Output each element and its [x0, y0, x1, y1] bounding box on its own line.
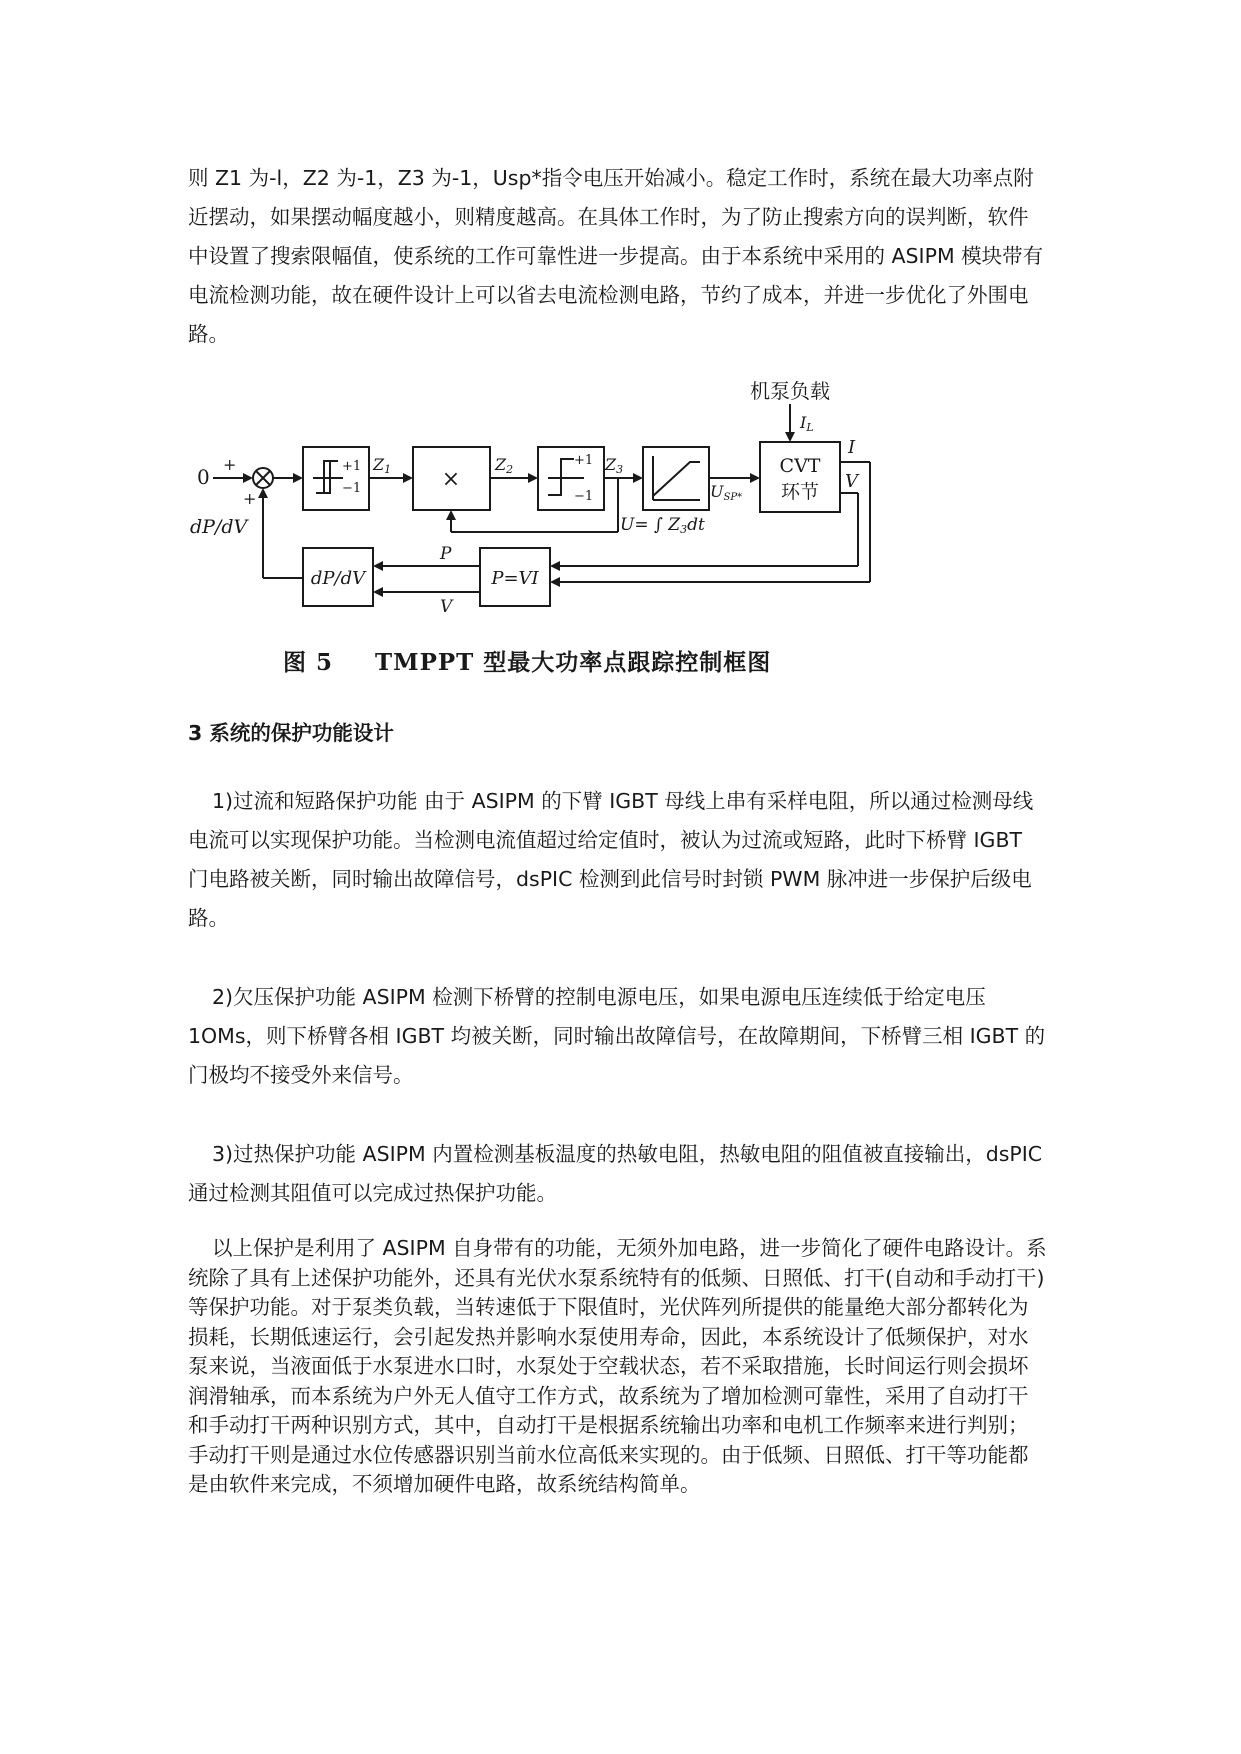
dpdv-block-label: dP/dV [310, 568, 366, 589]
il-label: I [800, 413, 807, 432]
input-zero-label: 0 [197, 465, 210, 489]
figure-number: 图 5 [283, 649, 334, 676]
cvt-label: CVT [779, 455, 821, 477]
svg-text:USP* [710, 482, 742, 503]
z3-label: Z [605, 455, 617, 474]
plus-sign-bottom: + [243, 489, 257, 508]
z1-subscript: 1 [384, 463, 392, 476]
saturation-minus-label: −1 [574, 489, 594, 504]
cvt-link-label: 环节 [780, 481, 820, 503]
integral-subscript: 3 [680, 523, 688, 536]
section-heading: 3 系统的保护功能设计 [188, 721, 394, 745]
integral-equation-label: U= ∫ Z [620, 515, 681, 535]
figure-title: TMPPT 型最大功率点跟踪控制框图 [375, 649, 772, 676]
paragraph-overcurrent: 1)过流和短路保护功能 由于 ASIPM 的下臂 IGBT 母线上串有采样电阻，所以通过检测母线电流可以实现保护功能。当检测电流值超过给定值时，被认为过流或短路，此时下桥臂 IGBT 门电路被关断，同时输出故障信号，dsPIC 检测到此信号时封锁 PWM 脉冲进一步保护后级电路。 [188, 789, 1034, 930]
usp-subscript: SP* [723, 492, 743, 503]
svg-text:U= ∫ Z3dt [620, 515, 705, 536]
svg-text:Z2 [494, 455, 513, 476]
svg-text:IL [799, 413, 814, 434]
paragraph-undervoltage: 2)欠压保护功能 ASIPM 检测下桥臂的控制电源电压，如果电源电压连续低于给定电压 1OMs，则下桥臂各相 IGBT 均被关断，同时输出故障信号，在故障期间，下桥臂三相 IGBT 的门极均不接受外来信号。 [188, 985, 1046, 1087]
z3-subscript: 3 [616, 463, 624, 476]
paragraph-overheat: 3)过热保护功能 ASIPM 内置检测基板温度的热敏电阻，热敏电阻的阻值被直接输出，dsPIC 通过检测其阻值可以完成过热保护功能。 [188, 1142, 1043, 1205]
svg-text:Z1 [372, 455, 391, 476]
power-calc-label: P=VI [491, 568, 539, 589]
multiplier-symbol: × [441, 467, 461, 492]
output-v-label: V [845, 471, 858, 492]
z1-label: Z [373, 455, 385, 474]
il-subscript: L [806, 421, 814, 434]
signal-p-label: P [440, 544, 452, 564]
relay-plus-label: +1 [342, 459, 362, 474]
mppt-control-block-diagram [0, 360, 1241, 630]
relay-minus-label: −1 [342, 481, 362, 496]
z2-label: Z [495, 455, 507, 474]
svg-text:Z3 [604, 455, 623, 476]
paragraph-summary: 以上保护是利用了 ASIPM 自身带有的功能，无须外加电路，进一步简化了硬件电路设计。系统除了具有上述保护功能外，还具有光伏水泵系统特有的低频、日照低、打干(自动和手动打干)等保护功能。对于泵类负载，当转速低于下限值时，光伏阵列所提供的能量绝大部分都转化为损耗，长期低速运行，会引起发热并影响水泵使用寿命，因此，本系统设计了低频保护，对水泵来说，当液面低于水泵进水口时，水泵处于空载状态，若不采取措施，长时间运行则会损坏润滑轴承，而本系统为户外无人值守工作方式，故系统为了增加检测可靠性，采用了自动打干和手动打干两种识别方式，其中，自动打干是根据系统输出功率和电机工作频率来进行判别；手动打干则是通过水位传感器识别当前水位高低来实现的。由于低频、日照低、打干等功能都是由软件来完成，不须增加硬件电路，故系统结构简单。 [188, 1236, 1047, 1496]
saturation-plus-label: +1 [574, 453, 594, 468]
integral-dt-label: dt [687, 515, 705, 535]
figure-caption [283, 644, 771, 677]
feedback-dpdv-label: dP/dV [190, 516, 248, 538]
z2-subscript: 2 [506, 463, 514, 476]
signal-v-label: V [440, 597, 453, 617]
plus-sign-top: + [223, 455, 237, 474]
output-i-label: I [848, 437, 856, 458]
paragraph-mppt-intro: 则 Z1 为-l，Z2 为-1，Z3 为-1，Usp*指令电压开始减小。稳定工作时，系统在最大功率点附近摆动，如果摆动幅度越小，则精度越高。在具体工作时，为了防止搜索方向的误判断，软件中设置了搜索限幅值，使系统的工作可靠性进一步提高。由于本系统中采用的 ASIPM 模块带有电流检测功能，故在硬件设计上可以省去电流检测电路，节约了成本，并进一步优化了外围电路。 [188, 166, 1044, 346]
usp-label: U [710, 482, 724, 501]
load-label: 机泵负载 [750, 379, 830, 403]
